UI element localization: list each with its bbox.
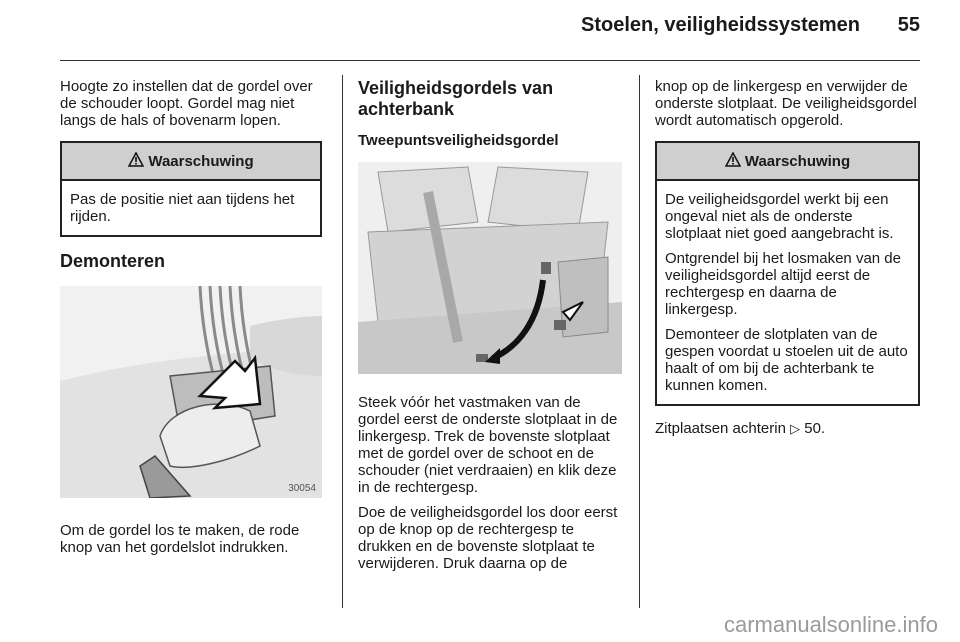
reference-text: Zitplaatsen achterin — [655, 420, 786, 437]
warning-triangle-icon — [725, 152, 741, 171]
warning-paragraph-2: Ontgrendel bij het losmaken van de veiligheidsgordel altijd eerst de rechtergesp en daarna de linkergesp. — [665, 250, 901, 318]
continued-paragraph: knop op de linkergesp en verwijder de onderste slotplaat. De veiligheidsgordel wordt automatisch opgerold. — [655, 78, 917, 129]
figure-rear-seat — [358, 162, 622, 374]
paragraph-fasten: Steek vóór het vastmaken van de gordel eerst de onderste slotplaat in de linkergesp. Trek de bovenste slotplaat met de gordel over de schoot en de schouder (niet verdraaien) en klik deze in de rechtergesp. — [358, 394, 618, 496]
column-middle — [358, 78, 622, 572]
page-number: 55 — [897, 14, 920, 36]
warning-header — [62, 143, 320, 181]
cross-reference[interactable] — [655, 420, 920, 437]
page-title: Stoelen, veiligheidssystemen — [581, 14, 860, 36]
figure-belt-buckle — [60, 286, 322, 498]
reference-page: 50. — [804, 420, 826, 437]
section-heading-rear-belts: Veiligheidsgordels van achterbank — [358, 78, 554, 119]
intro-paragraph: Hoogte zo instellen dat de gordel over de schouder loopt. Gordel mag niet langs de hals of bovenarm lopen. — [60, 78, 313, 129]
header-divider — [60, 60, 920, 61]
column-divider-left — [342, 75, 343, 608]
warning-box-rear — [655, 141, 920, 406]
column-left — [60, 78, 322, 556]
figure-caption: Om de gordel los te maken, de rode knop van het gordelslot indrukken. — [60, 522, 300, 556]
warning-text: Pas de positie niet aan tijdens het rijden. — [70, 191, 295, 225]
paragraph-unfasten: Doe de veiligheidsgordel los door eerst op de knop op de rechtergesp te drukken en de bovenste slotplaat te verwijderen. Druk daarna op de — [358, 504, 618, 572]
rear-seat-illustration — [358, 162, 622, 374]
warning-triangle-icon — [128, 152, 144, 171]
figure-number: 30054 — [288, 483, 316, 494]
watermark: carmanualsonline.info — [723, 612, 938, 637]
warning-box — [60, 141, 322, 237]
column-divider-right — [639, 75, 640, 608]
column-right — [655, 78, 920, 437]
buckle-illustration — [60, 286, 322, 498]
subheading-two-point-belt: Tweepuntsveiligheidsgordel — [358, 132, 559, 149]
warning-paragraph-1: De veiligheidsgordel werkt bij een ongeval niet als de onderste slotplaat niet goed aangebracht is. — [665, 191, 894, 242]
warning-paragraph-3: Demonteer de slotplaten van de gespen voordat u stoelen uit de auto haalt of om bij de achterbank te kunnen komen. — [665, 326, 908, 394]
section-heading-demonteren: Demonteren — [60, 251, 166, 271]
warning-title-rear: Waarschuwing — [744, 152, 851, 170]
reference-arrow-icon: ▷ — [790, 421, 801, 436]
warning-title: Waarschuwing — [148, 152, 254, 170]
warning-header-rear — [657, 143, 918, 181]
